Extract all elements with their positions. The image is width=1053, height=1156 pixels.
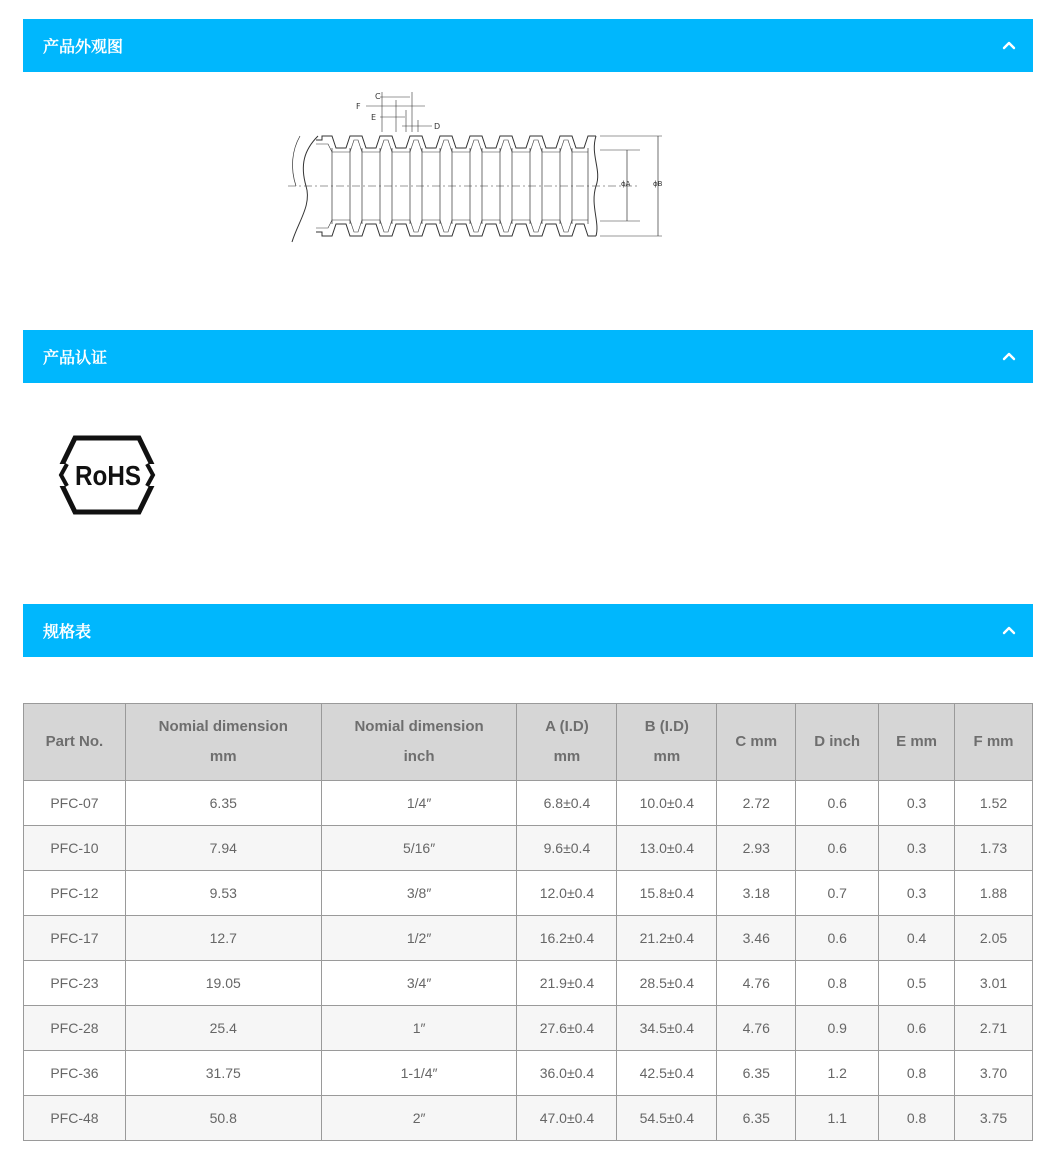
table-cell: PFC-17 xyxy=(24,916,126,961)
column-header xyxy=(717,704,796,781)
table-cell: 6.35 xyxy=(125,781,321,826)
table-cell: 3/4″ xyxy=(321,961,517,1006)
column-header-unit: mm xyxy=(553,748,581,765)
table-cell: 3.70 xyxy=(955,1051,1033,1096)
table-cell: 2.05 xyxy=(955,916,1033,961)
column-header-label: F mm xyxy=(973,733,1014,750)
table-cell: PFC-12 xyxy=(24,871,126,916)
column-header-unit: inch xyxy=(403,748,435,765)
table-cell: 0.5 xyxy=(879,961,955,1006)
table-cell: 1.88 xyxy=(955,871,1033,916)
table-cell: 47.0±0.4 xyxy=(517,1096,617,1141)
section-header-specs[interactable] xyxy=(23,604,1033,657)
table-cell: 7.94 xyxy=(125,826,321,871)
table-cell: 2.93 xyxy=(717,826,796,871)
table-cell: 31.75 xyxy=(125,1051,321,1096)
section-title-appearance: 产品外观图 xyxy=(43,37,124,56)
section-title-certification: 产品认证 xyxy=(43,348,108,367)
table-cell: 1/4″ xyxy=(321,781,517,826)
table-cell: 3.01 xyxy=(955,961,1033,1006)
table-cell: 4.76 xyxy=(717,961,796,1006)
section-title-specs: 规格表 xyxy=(43,622,92,641)
table-row xyxy=(24,871,1033,916)
chevron-up-icon[interactable] xyxy=(999,621,1019,641)
table-cell: 9.6±0.4 xyxy=(517,826,617,871)
table-cell: 1.73 xyxy=(955,826,1033,871)
table-row xyxy=(24,916,1033,961)
column-header xyxy=(617,704,717,781)
table-cell: 0.6 xyxy=(796,781,879,826)
spec-table xyxy=(23,703,1033,1141)
table-cell: PFC-48 xyxy=(24,1096,126,1141)
table-cell: 3.46 xyxy=(717,916,796,961)
rohs-logo xyxy=(53,432,161,518)
table-cell: PFC-10 xyxy=(24,826,126,871)
table-cell: 42.5±0.4 xyxy=(617,1051,717,1096)
table-cell: 19.05 xyxy=(125,961,321,1006)
dim-label-d: D xyxy=(434,122,441,131)
column-header-label: B (I.D) xyxy=(644,718,689,735)
table-cell: 0.3 xyxy=(879,781,955,826)
column-header-label: D inch xyxy=(814,733,861,750)
column-header xyxy=(796,704,879,781)
column-header xyxy=(321,704,517,781)
table-cell: 0.8 xyxy=(879,1096,955,1141)
table-cell: 36.0±0.4 xyxy=(517,1051,617,1096)
table-cell: 0.4 xyxy=(879,916,955,961)
section-header-appearance[interactable] xyxy=(23,19,1033,72)
table-cell: PFC-28 xyxy=(24,1006,126,1051)
dim-label-a: ϕA xyxy=(621,180,631,188)
table-cell: 0.3 xyxy=(879,826,955,871)
column-header-label: E mm xyxy=(896,733,937,750)
table-cell: PFC-07 xyxy=(24,781,126,826)
table-cell: 50.8 xyxy=(125,1096,321,1141)
table-cell: 6.8±0.4 xyxy=(517,781,617,826)
column-header-unit: mm xyxy=(653,748,681,765)
table-cell: 0.6 xyxy=(796,826,879,871)
column-header-unit: mm xyxy=(209,748,237,765)
table-cell: 3.18 xyxy=(717,871,796,916)
table-cell: 21.9±0.4 xyxy=(517,961,617,1006)
table-cell: 1.1 xyxy=(796,1096,879,1141)
column-header-label: A (I.D) xyxy=(545,718,589,735)
table-row xyxy=(24,1051,1033,1096)
table-cell: 16.2±0.4 xyxy=(517,916,617,961)
dim-label-f: F xyxy=(356,102,361,111)
column-header-label: Part No. xyxy=(45,733,104,750)
table-cell: 1-1/4″ xyxy=(321,1051,517,1096)
column-header xyxy=(517,704,617,781)
section-header-certification[interactable] xyxy=(23,330,1033,383)
table-cell: 10.0±0.4 xyxy=(617,781,717,826)
rohs-logo-text: RoHS xyxy=(75,460,141,491)
table-cell: 6.35 xyxy=(717,1096,796,1141)
table-cell: 9.53 xyxy=(125,871,321,916)
table-cell: 0.8 xyxy=(796,961,879,1006)
hose-dimension-diagram xyxy=(280,85,680,250)
table-cell: 0.6 xyxy=(879,1006,955,1051)
table-row xyxy=(24,1096,1033,1141)
chevron-up-icon[interactable] xyxy=(999,36,1019,56)
table-cell: 15.8±0.4 xyxy=(617,871,717,916)
table-row xyxy=(24,826,1033,871)
table-cell: 0.3 xyxy=(879,871,955,916)
table-cell: 21.2±0.4 xyxy=(617,916,717,961)
table-cell: 13.0±0.4 xyxy=(617,826,717,871)
table-cell: 12.7 xyxy=(125,916,321,961)
table-cell: 27.6±0.4 xyxy=(517,1006,617,1051)
table-row xyxy=(24,1006,1033,1051)
table-cell: 28.5±0.4 xyxy=(617,961,717,1006)
table-cell: 5/16″ xyxy=(321,826,517,871)
dim-label-b: ϕB xyxy=(653,180,663,188)
table-cell: 0.8 xyxy=(879,1051,955,1096)
table-cell: 1.52 xyxy=(955,781,1033,826)
table-cell: 1/2″ xyxy=(321,916,517,961)
table-cell: 0.9 xyxy=(796,1006,879,1051)
table-cell: 0.6 xyxy=(796,916,879,961)
table-cell: PFC-23 xyxy=(24,961,126,1006)
table-cell: 12.0±0.4 xyxy=(517,871,617,916)
table-cell: 2″ xyxy=(321,1096,517,1141)
table-cell: 2.72 xyxy=(717,781,796,826)
table-header-row xyxy=(24,704,1033,781)
table-cell: 1″ xyxy=(321,1006,517,1051)
table-cell: 34.5±0.4 xyxy=(617,1006,717,1051)
table-cell: 0.7 xyxy=(796,871,879,916)
chevron-up-icon[interactable] xyxy=(999,347,1019,367)
column-header-label: C mm xyxy=(735,733,778,750)
table-cell: 4.76 xyxy=(717,1006,796,1051)
spec-table-body xyxy=(24,781,1033,1141)
table-cell: 2.71 xyxy=(955,1006,1033,1051)
table-cell: 3.75 xyxy=(955,1096,1033,1141)
column-header xyxy=(24,704,126,781)
column-header xyxy=(955,704,1033,781)
dim-label-e: E xyxy=(371,113,377,122)
column-header xyxy=(125,704,321,781)
table-row xyxy=(24,961,1033,1006)
table-row xyxy=(24,781,1033,826)
table-cell: 6.35 xyxy=(717,1051,796,1096)
dim-label-c: C xyxy=(375,92,381,101)
table-cell: 1.2 xyxy=(796,1051,879,1096)
column-header-label: Nomial dimension xyxy=(158,718,288,735)
table-cell: 54.5±0.4 xyxy=(617,1096,717,1141)
column-header-label: Nomial dimension xyxy=(354,718,484,735)
column-header xyxy=(879,704,955,781)
table-cell: PFC-36 xyxy=(24,1051,126,1096)
table-cell: 3/8″ xyxy=(321,871,517,916)
table-cell: 25.4 xyxy=(125,1006,321,1051)
